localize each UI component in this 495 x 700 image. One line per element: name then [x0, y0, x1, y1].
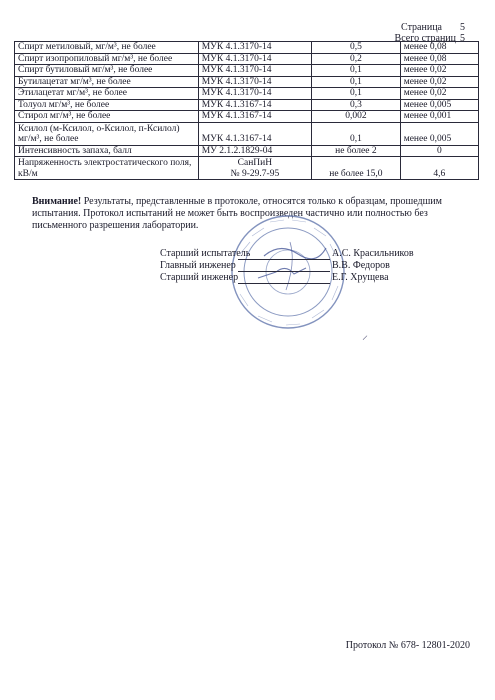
method-line: № 9-29.7-95: [230, 168, 280, 179]
ink-mark-icon: ⸝: [362, 328, 369, 342]
signature-name: А.С. Красильников: [332, 248, 414, 259]
norm-cell: 0,1: [312, 88, 401, 100]
signature-role: Старший инженер: [160, 272, 239, 283]
indicator-cell: Стирол мг/м³, не более: [15, 111, 199, 123]
method-cell: МУК 4.1.3167-14: [198, 122, 311, 145]
result-cell: менее 0,001: [400, 111, 478, 123]
signature-line: [238, 274, 330, 284]
method-cell: МУК 4.1.3170-14: [198, 53, 311, 65]
result-cell: 4,6: [400, 157, 478, 180]
result-cell: менее 0,005: [400, 99, 478, 111]
norm-cell: 0,5: [312, 42, 401, 54]
indicator-cell: Спирт изопропиловый мг/м³, не более: [15, 53, 199, 65]
signature-line: [238, 262, 330, 272]
indicator-line: Ксилол (м-Ксилол, о-Ксилол, п-Ксилол): [18, 123, 180, 134]
signature-name: В.В. Федоров: [332, 260, 390, 271]
norm-cell: 0,3: [312, 99, 401, 111]
table-row: [15, 65, 479, 77]
result-cell: менее 0,02: [400, 76, 478, 88]
signature-role: Старший испытатель: [160, 248, 251, 259]
method-cell: МУК 4.1.3170-14: [198, 76, 311, 88]
result-cell: менее 0,08: [400, 53, 478, 65]
signature-row: [160, 248, 460, 260]
signature-line: [238, 250, 330, 260]
table-row: [15, 111, 479, 123]
total-pages: 5: [460, 33, 465, 44]
signature-row: [160, 272, 460, 284]
norm-cell: 0,002: [312, 111, 401, 123]
indicator-line: мг/м³, не более: [18, 134, 79, 144]
result-cell: менее 0,005: [400, 122, 478, 145]
notice-label: Внимание!: [32, 196, 82, 207]
result-cell: менее 0,02: [400, 65, 478, 77]
table-row: [15, 53, 479, 65]
indicator-cell: Толуол мг/м³, не более: [15, 99, 199, 111]
indicator-cell: Интенсивность запаха, балл: [15, 145, 199, 157]
indicator-cell: Спирт бутиловый мг/м³, не более: [15, 65, 199, 77]
norm-cell: 0,2: [312, 53, 401, 65]
signatures-block: [160, 248, 460, 284]
table-row: [15, 157, 479, 180]
norm-cell: не более 2: [312, 145, 401, 157]
page-number: 5: [460, 22, 465, 33]
table-row: [15, 76, 479, 88]
table-row: [15, 145, 479, 157]
page-label: Страница: [401, 22, 442, 33]
total-pages-label: Всего страниц: [394, 33, 456, 44]
indicator-line: кВ/м: [18, 168, 38, 179]
indicator-cell: Бутилацетат мг/м³, не более: [15, 76, 199, 88]
indicator-cell: [15, 157, 199, 180]
result-cell: менее 0,02: [400, 88, 478, 100]
signature-row: [160, 260, 460, 272]
table-row: [15, 122, 479, 145]
result-cell: менее 0,08: [400, 42, 478, 54]
indicator-cell: [15, 122, 199, 145]
table-row: [15, 99, 479, 111]
protocol-footer: Протокол № 678- 12801-2020: [345, 640, 470, 651]
norm-cell: 0,1: [312, 122, 401, 145]
method-cell: МУК 4.1.3170-14: [198, 65, 311, 77]
results-table: [14, 41, 479, 180]
indicator-cell: Этилацетат мг/м³, не более: [15, 88, 199, 100]
method-cell: МУ 2.1.2.1829-04: [198, 145, 311, 157]
indicator-cell: Спирт метиловый, мг/м³, не более: [15, 42, 199, 54]
norm-cell: не более 15,0: [312, 157, 401, 180]
norm-cell: 0,1: [312, 65, 401, 77]
table-row: [15, 42, 479, 54]
notice-text: Результаты, представленные в протоколе, относятся только к образцам, прошедшим испытания. Протокол испытаний не может быть воспроизведен частично или полностью без письменного разрешения лаборатории.: [32, 196, 442, 231]
method-cell: [198, 157, 311, 180]
method-cell: МУК 4.1.3167-14: [198, 99, 311, 111]
page-number-row: [395, 22, 465, 33]
norm-cell: 0,1: [312, 76, 401, 88]
method-line: СанПиН: [237, 158, 273, 168]
signature-name: Е.Г. Хрущева: [332, 272, 389, 283]
method-cell: МУК 4.1.3167-14: [198, 111, 311, 123]
method-cell: МУК 4.1.3170-14: [198, 42, 311, 54]
indicator-line: Напряженность электростатического поля,: [18, 158, 192, 168]
signature-role: Главный инженер: [160, 260, 236, 271]
table-row: [15, 88, 479, 100]
method-cell: МУК 4.1.3170-14: [198, 88, 311, 100]
result-cell: 0: [400, 145, 478, 157]
